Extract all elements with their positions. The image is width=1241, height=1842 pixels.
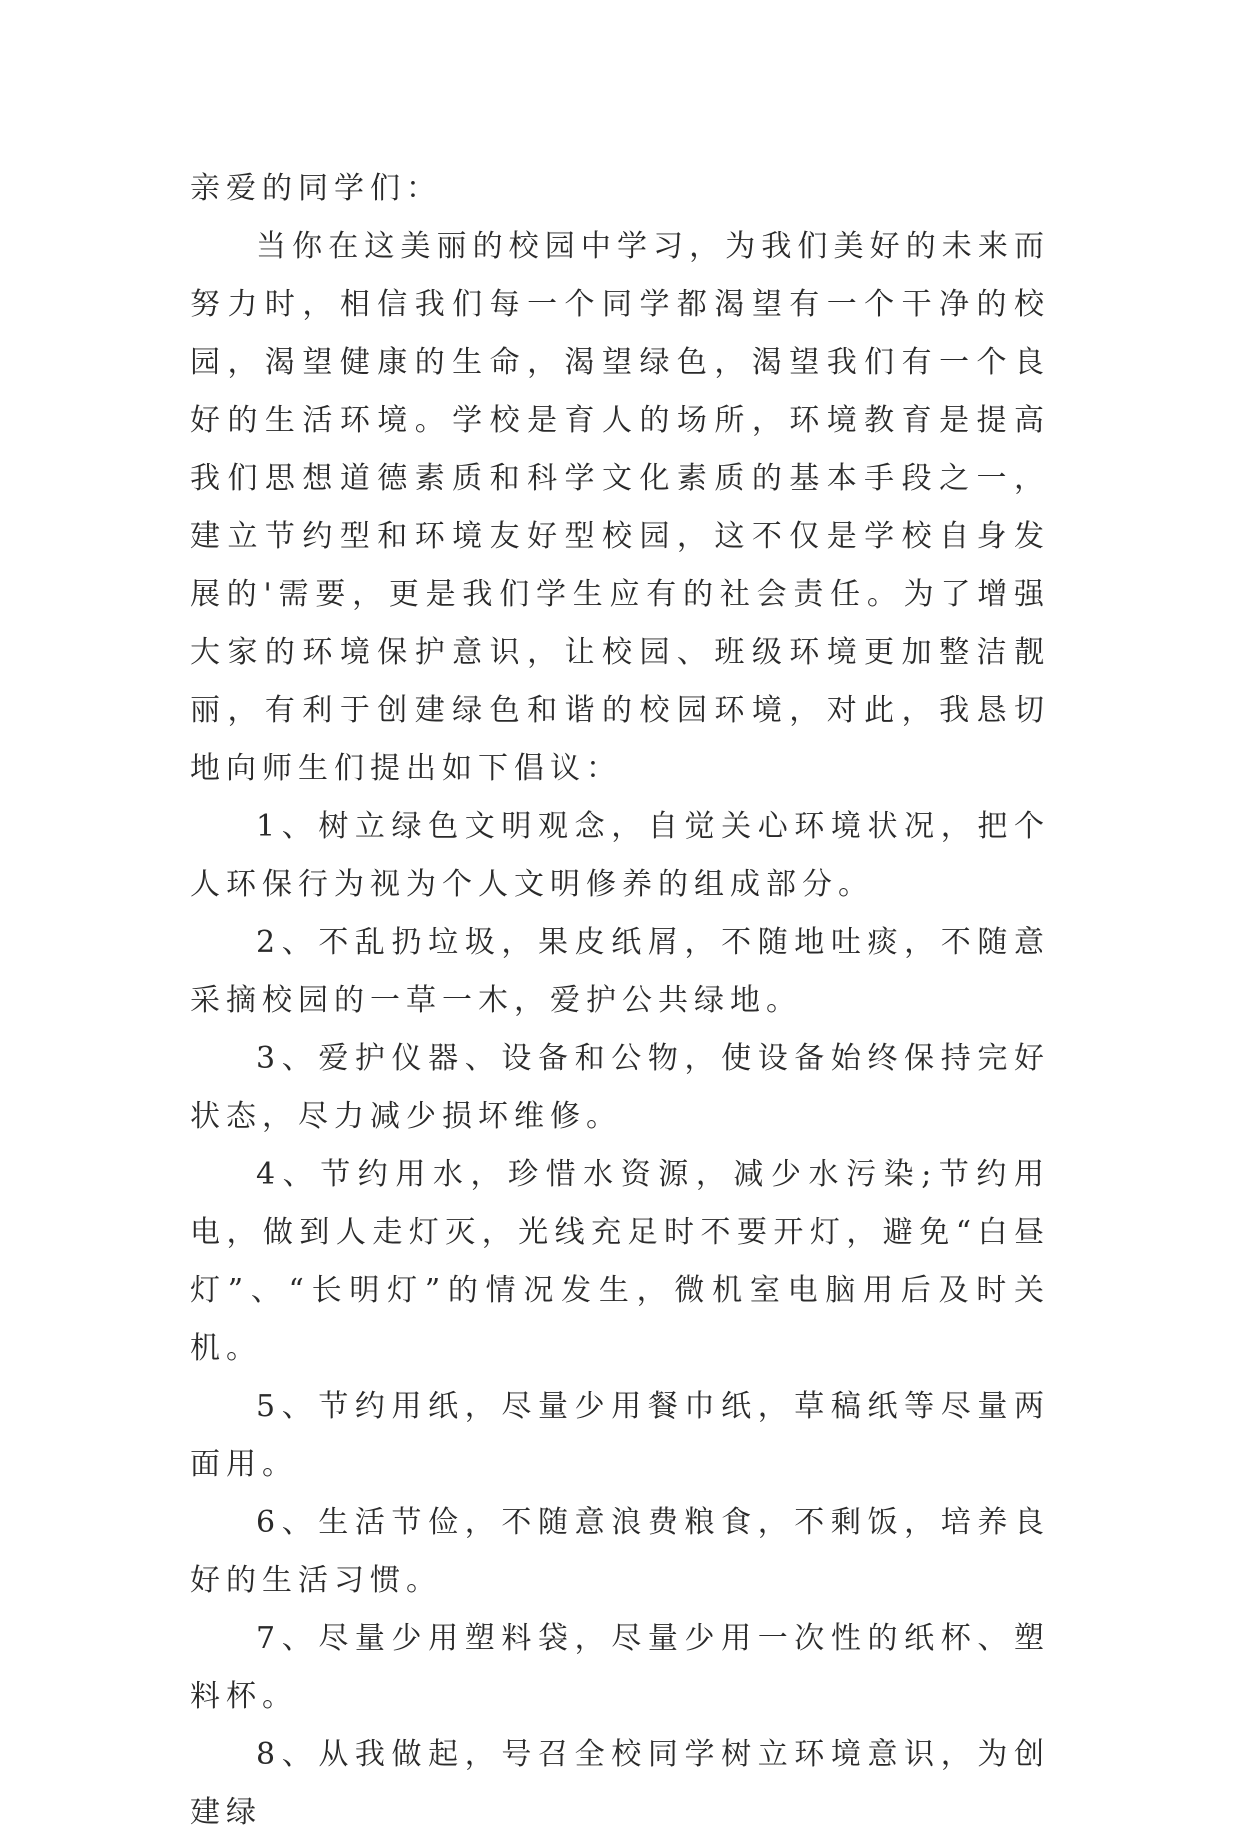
proposal-item-5: 5、节约用纸，尽量少用餐巾纸，草稿纸等尽量两面用。 bbox=[190, 1389, 1050, 1482]
document-body bbox=[190, 160, 1050, 1842]
proposal-item-7: 7、尽量少用塑料袋，尽量少用一次性的纸杯、塑料杯。 bbox=[190, 1621, 1050, 1714]
paragraph-intro: 当你在这美丽的校园中学习，为我们美好的未来而努力时，相信我们每一个同学都渴望有一个干净的校园，渴望健康的生命，渴望绿色，渴望我们有一个良好的生活环境。学校是育人的场所，环境教育是提高我们思想道德素质和科学文化素质的基本手段之一，建立节约型和环境友好型校园，这不仅是学校自身发展的'需要，更是我们学生应有的社会责任。为了增强大家的环境保护意识，让校园、班级环境更加整洁靓丽，有利于创建绿色和谐的校园环境，对此，我恳切地向师生们提出如下倡议： bbox=[190, 229, 1050, 786]
proposal-item-1: 1、树立绿色文明观念，自觉关心环境状况，把个人环保行为视为个人文明修养的组成部分。 bbox=[190, 809, 1050, 902]
proposal-item-2: 2、不乱扔垃圾，果皮纸屑，不随地吐痰，不随意采摘校园的一草一木，爱护公共绿地。 bbox=[190, 925, 1050, 1018]
proposal-item-6: 6、生活节俭，不随意浪费粮食，不剩饭，培养良好的生活习惯。 bbox=[190, 1505, 1050, 1598]
proposal-item-3: 3、爱护仪器、设备和公物，使设备始终保持完好状态，尽力减少损坏维修。 bbox=[190, 1041, 1050, 1134]
salutation: 亲爱的同学们： bbox=[190, 171, 442, 206]
proposal-item-4: 4、节约用水，珍惜水资源，减少水污染;节约用电，做到人走灯灭，光线充足时不要开灯，避免“白昼灯”、“长明灯”的情况发生，微机室电脑用后及时关机。 bbox=[190, 1157, 1050, 1366]
proposal-item-8: 8、从我做起，号召全校同学树立环境意识，为创建绿 bbox=[190, 1737, 1050, 1830]
